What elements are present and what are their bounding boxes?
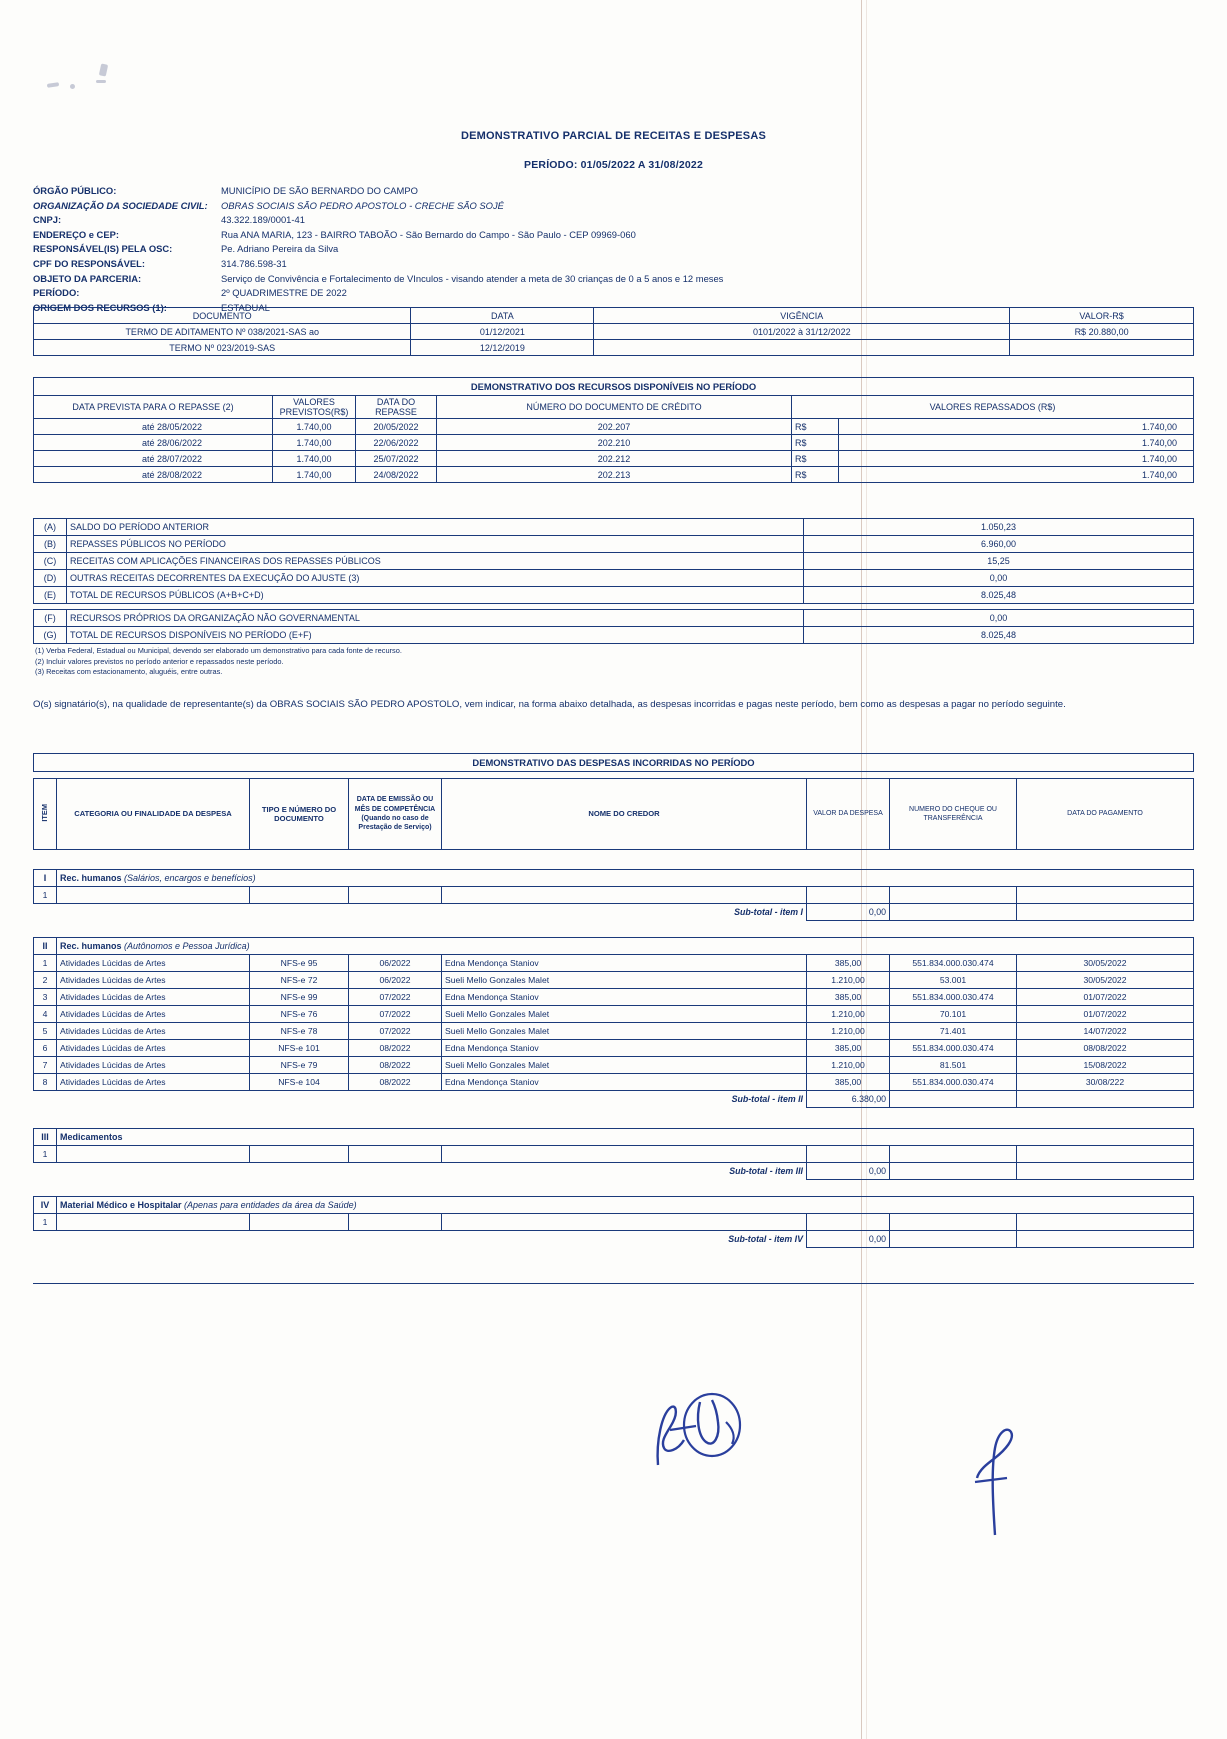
section-name: Medicamentos (57, 1129, 1194, 1146)
saldo-key: (A) (34, 519, 67, 536)
table-row (34, 887, 1194, 904)
identification-value: Rua ANA MARIA, 123 - BAIRRO TABOÃO - São Bernardo do Campo - São Paulo - CEP 09969-060 (221, 228, 636, 240)
identification-value: MUNICÍPIO DE SÃO BERNARDO DO CAMPO (221, 185, 418, 196)
identification-row (33, 242, 833, 257)
identification-value: 2º QUADRIMESTRE DE 2022 (221, 287, 347, 299)
row-competencia: 06/2022 (349, 955, 442, 972)
row-competencia (349, 887, 442, 904)
recursos-header: VALORES PREVISTOS(R$) (273, 396, 356, 419)
despesas-section-table (33, 937, 1194, 1108)
row-competencia: 08/2022 (349, 1040, 442, 1057)
row-index: 8 (34, 1074, 57, 1091)
subtotal-value: 0,00 (807, 904, 890, 921)
saldo-value: 15,25 (804, 553, 1194, 570)
identification-row (33, 213, 833, 228)
row-credor: Sueli Mello Gonzales Malet (442, 972, 807, 989)
saldos-table (33, 518, 1194, 604)
document-title: DEMONSTRATIVO PARCIAL DE RECEITAS E DESPESAS (460, 130, 767, 142)
scan-speck (99, 63, 108, 76)
identification-value: ESTADUAL (221, 301, 270, 313)
document-period: PERÍODO: 01/05/2022 A 31/08/2022 (524, 159, 703, 171)
despesas-header-categoria: CATEGORIA OU FINALIDADE DA DESPESA (57, 779, 250, 850)
row-competencia: 08/2022 (349, 1074, 442, 1091)
row-cheque: 551.834.000.030.474 (890, 1074, 1017, 1091)
recursos-cell: 1.740,00 (273, 467, 356, 483)
recursos-header: NÚMERO DO DOCUMENTO DE CRÉDITO (437, 396, 792, 419)
despesas-header-valor: VALOR DA DESPESA (807, 779, 890, 850)
subtotal-label: Sub-total - item IV (728, 1234, 803, 1245)
saldo-key: (C) (34, 553, 67, 570)
table-row (34, 587, 1194, 604)
despesas-title-bar (33, 753, 1194, 772)
recursos-cell: 20/05/2022 (356, 419, 437, 435)
scan-speck (70, 84, 75, 89)
identification-row (33, 184, 833, 199)
subtotal-value: 0,00 (807, 1163, 890, 1180)
saldo-key: (G) (34, 627, 67, 644)
row-competencia (349, 1214, 442, 1231)
identification-label: CNPJ: (33, 214, 62, 226)
despesas-section-table (33, 1128, 1194, 1180)
table-row (34, 955, 1194, 972)
subtotal-label: Sub-total - item II (731, 1094, 803, 1105)
row-pagamento (1017, 887, 1194, 904)
row-pagamento: 14/07/2022 (1017, 1023, 1194, 1040)
row-categoria (57, 1214, 250, 1231)
row-competencia: 08/2022 (349, 1057, 442, 1074)
recursos-header: DATA DO REPASSE (356, 396, 437, 419)
section-header-row (34, 1197, 1194, 1214)
row-competencia: 07/2022 (349, 1023, 442, 1040)
row-valor: 385,00 (807, 989, 890, 1006)
row-cheque: 70.101 (890, 1006, 1017, 1023)
row-documento (250, 1146, 349, 1163)
row-categoria: Atividades Lúcidas de Artes (57, 1057, 250, 1074)
saldo-label: TOTAL DE RECURSOS PÚBLICOS (A+B+C+D) (67, 587, 804, 604)
despesas-header-item: ITEM (34, 779, 57, 850)
recursos-cell: até 28/08/2022 (34, 467, 273, 483)
row-credor: Edna Mendonça Staniov (442, 989, 807, 1006)
footnote: (2) Incluir valores previstos no período anterior e repassados neste período. (35, 656, 284, 666)
section-name: Rec. humanos (Salários, encargos e benefícios) (57, 870, 1194, 887)
documento-cell (594, 340, 1010, 356)
row-documento: NFS-e 78 (250, 1023, 349, 1040)
row-index: 3 (34, 989, 57, 1006)
saldo-key: (B) (34, 536, 67, 553)
row-valor (807, 887, 890, 904)
saldo-value: 6.960,00 (804, 536, 1194, 553)
recursos-cell: 202.212 (437, 451, 792, 467)
row-documento (250, 887, 349, 904)
row-pagamento: 30/08/222 (1017, 1074, 1194, 1091)
row-cheque: 53.001 (890, 972, 1017, 989)
identification-label: ENDEREÇO e CEP: (33, 228, 119, 240)
saldo-label: TOTAL DE RECURSOS DISPONÍVEIS NO PERÍODO (E+F) (67, 627, 804, 644)
identification-block (33, 184, 833, 315)
row-index: 1 (34, 955, 57, 972)
recursos-currency: R$ (792, 435, 839, 451)
identification-value: 43.322.189/0001-41 (221, 214, 305, 226)
table-row (34, 467, 1194, 483)
row-categoria: Atividades Lúcidas de Artes (57, 1074, 250, 1091)
table-row (34, 324, 1194, 340)
row-cheque: 551.834.000.030.474 (890, 955, 1017, 972)
table-row (34, 435, 1194, 451)
despesas-header-row (33, 778, 1194, 850)
row-index: 6 (34, 1040, 57, 1057)
recursos-cell: 1.740,00 (273, 451, 356, 467)
saldo-label: OUTRAS RECEITAS DECORRENTES DA EXECUÇÃO DO AJUSTE (3) (67, 570, 804, 587)
identification-value: 314.786.598-31 (221, 257, 287, 269)
table-row (34, 570, 1194, 587)
saldo-value: 8.025,48 (804, 627, 1194, 644)
footnotes (35, 646, 402, 678)
row-valor: 385,00 (807, 1074, 890, 1091)
saldo-key: (F) (34, 610, 67, 627)
row-valor (807, 1214, 890, 1231)
row-pagamento: 30/05/2022 (1017, 955, 1194, 972)
row-cheque (890, 887, 1017, 904)
subtotal-label: Sub-total - item I (734, 907, 803, 918)
recursos-header: VALORES REPASSADOS (R$) (792, 396, 1194, 419)
despesas-header-emissao: DATA DE EMISSÃO OU MÊS DE COMPETÊNCIA (Quando no caso de Prestação de Serviço) (349, 779, 442, 850)
table-row (34, 1074, 1194, 1091)
identification-row (33, 199, 833, 214)
documento-cell: R$ 20.880,00 (1010, 324, 1194, 340)
saldo-key: (E) (34, 587, 67, 604)
subtotal-row (34, 1231, 1194, 1248)
identification-label: RESPONSÁVEL(IS) PELA OSC: (33, 243, 173, 255)
despesas-section-table (33, 1196, 1194, 1248)
table-row (34, 627, 1194, 644)
row-categoria: Atividades Lúcidas de Artes (57, 1023, 250, 1040)
row-pagamento: 01/07/2022 (1017, 989, 1194, 1006)
row-index: 7 (34, 1057, 57, 1074)
recursos-cell: 1.740,00 (839, 435, 1194, 451)
despesas-section-2 (33, 937, 1194, 1108)
recursos-cell: 24/08/2022 (356, 467, 437, 483)
row-competencia: 07/2022 (349, 989, 442, 1006)
recursos-cell: até 28/06/2022 (34, 435, 273, 451)
recursos-disponiveis-table (33, 377, 1194, 483)
footnote: (3) Receitas com estacionamento, aluguéis, entre outras. (35, 667, 223, 676)
footnote: (1) Verba Federal, Estadual ou Municipal, devendo ser elaborado um demonstrativo para cada fonte de recurso. (35, 646, 402, 655)
recursos-cell: 1.740,00 (273, 435, 356, 451)
section-numeral: I (34, 870, 57, 887)
section-header-row (34, 870, 1194, 887)
recursos-cell: 1.740,00 (839, 419, 1194, 435)
row-cheque: 71.401 (890, 1023, 1017, 1040)
row-competencia: 07/2022 (349, 1006, 442, 1023)
despesas-section-4 (33, 1196, 1194, 1248)
table-row (34, 1023, 1194, 1040)
table-row (34, 1146, 1194, 1163)
recursos-currency: R$ (792, 467, 839, 483)
recursos-cell: 22/06/2022 (356, 435, 437, 451)
table-row (34, 610, 1194, 627)
identification-value: OBRAS SOCIAIS SÃO PEDRO APOSTOLO - CRECHE SÃO SOJÉ (221, 199, 504, 211)
section-header-row (34, 1129, 1194, 1146)
table-row (34, 1057, 1194, 1074)
row-competencia (349, 1146, 442, 1163)
saldo-label: SALDO DO PERÍODO ANTERIOR (67, 519, 804, 536)
row-pagamento (1017, 1146, 1194, 1163)
row-credor (442, 887, 807, 904)
table-row (34, 340, 1194, 356)
identification-label: ORIGEM DOS RECURSOS (1): (33, 301, 167, 313)
section-numeral: II (34, 938, 57, 955)
saldo-key: (D) (34, 570, 67, 587)
subtotal-value: 0,00 (807, 1231, 890, 1248)
signature-left (640, 1370, 760, 1480)
despesas-title: DEMONSTRATIVO DAS DESPESAS INCORRIDAS NO PERÍODO (34, 754, 1194, 772)
row-credor (442, 1214, 807, 1231)
row-credor: Sueli Mello Gonzales Malet (442, 1057, 807, 1074)
row-pagamento (1017, 1214, 1194, 1231)
recursos-cell: 202.207 (437, 419, 792, 435)
scan-speck (96, 80, 106, 83)
row-credor: Edna Mendonça Staniov (442, 1040, 807, 1057)
identification-label: PERÍODO: (33, 287, 80, 299)
row-index: 1 (34, 887, 57, 904)
identification-label: ÓRGÃO PÚBLICO: (33, 185, 117, 196)
recursos-currency: R$ (792, 419, 839, 435)
signature-right (955, 1420, 1045, 1540)
table-row (34, 1040, 1194, 1057)
row-credor: Sueli Mello Gonzales Malet (442, 1023, 807, 1040)
row-valor: 385,00 (807, 1040, 890, 1057)
documento-cell: TERMO Nº 023/2019-SAS (34, 340, 411, 356)
identification-row (33, 286, 833, 301)
table-row (34, 419, 1194, 435)
row-documento (250, 1214, 349, 1231)
identification-label: OBJETO DA PARCERIA: (33, 272, 142, 284)
row-documento: NFS-e 72 (250, 972, 349, 989)
table-row (34, 553, 1194, 570)
row-pagamento: 08/08/2022 (1017, 1040, 1194, 1057)
row-credor: Sueli Mello Gonzales Malet (442, 1006, 807, 1023)
identification-label: ORGANIZAÇÃO DA SOCIEDADE CIVIL: (33, 199, 208, 211)
row-categoria: Atividades Lúcidas de Artes (57, 1006, 250, 1023)
subtotal-row (34, 904, 1194, 921)
section-name: Rec. humanos (Autônomos e Pessoa Jurídica) (57, 938, 1194, 955)
row-index: 1 (34, 1146, 57, 1163)
row-categoria (57, 1146, 250, 1163)
row-valor: 1.210,00 (807, 1057, 890, 1074)
row-competencia: 06/2022 (349, 972, 442, 989)
signatory-paragraph: O(s) signatário(s), na qualidade de representante(s) da OBRAS SOCIAIS SÃO PEDRO APOSTOLO, vem indicar, na forma abaixo detalhada, as despesas incorridas e pagas neste período, bem como as despesas a pagar no período seguinte. (33, 699, 1066, 710)
row-categoria: Atividades Lúcidas de Artes (57, 972, 250, 989)
row-valor: 1.210,00 (807, 1023, 890, 1040)
row-valor: 385,00 (807, 955, 890, 972)
row-valor (807, 1146, 890, 1163)
recursos-cell: 25/07/2022 (356, 451, 437, 467)
row-pagamento: 01/07/2022 (1017, 1006, 1194, 1023)
row-documento: NFS-e 76 (250, 1006, 349, 1023)
table-row (34, 536, 1194, 553)
saldo-value: 8.025,48 (804, 587, 1194, 604)
saldo-label: REPASSES PÚBLICOS NO PERÍODO (67, 536, 804, 553)
identification-row (33, 228, 833, 243)
saldo-label: RECEITAS COM APLICAÇÕES FINANCEIRAS DOS REPASSES PÚBLICOS (67, 553, 804, 570)
despesas-header-credor: NOME DO CREDOR (442, 779, 807, 850)
row-cheque: 551.834.000.030.474 (890, 989, 1017, 1006)
saldo-value: 0,00 (804, 570, 1194, 587)
section-name: Material Médico e Hospitalar (Apenas para entidades da área da Saúde) (57, 1197, 1194, 1214)
documento-cell: 01/12/2021 (411, 324, 594, 340)
row-valor: 1.210,00 (807, 972, 890, 989)
bottom-rule (33, 1283, 1194, 1284)
recursos-title: DEMONSTRATIVO DOS RECURSOS DISPONÍVEIS NO PERÍODO (34, 378, 1194, 396)
identification-label: CPF DO RESPONSÁVEL: (33, 257, 145, 269)
recursos-currency: R$ (792, 451, 839, 467)
documento-cell: 0101/2022 à 31/12/2022 (594, 324, 1010, 340)
table-row (34, 989, 1194, 1006)
documento-cell: 12/12/2019 (411, 340, 594, 356)
row-cheque: 551.834.000.030.474 (890, 1040, 1017, 1057)
subtotal-row (34, 1091, 1194, 1108)
despesas-header-pagamento: DATA DO PAGAMENTO (1017, 779, 1194, 850)
row-documento: NFS-e 104 (250, 1074, 349, 1091)
despesas-section-table (33, 869, 1194, 921)
recursos-cell: 1.740,00 (839, 451, 1194, 467)
recursos-cell: 1.740,00 (273, 419, 356, 435)
documento-header: DOCUMENTO (34, 308, 411, 324)
saldo-label: RECURSOS PRÓPRIOS DA ORGANIZAÇÃO NÃO GOVERNAMENTAL (67, 610, 804, 627)
table-row (34, 1214, 1194, 1231)
row-categoria: Atividades Lúcidas de Artes (57, 989, 250, 1006)
table-row (34, 972, 1194, 989)
subtotal-row (34, 1163, 1194, 1180)
despesas-section-1 (33, 869, 1194, 921)
despesas-header-tipo: TIPO E NÚMERO DO DOCUMENTO (250, 779, 349, 850)
row-documento: NFS-e 79 (250, 1057, 349, 1074)
row-documento: NFS-e 95 (250, 955, 349, 972)
documento-table (33, 307, 1194, 356)
row-cheque (890, 1214, 1017, 1231)
subtotal-value: 6.380,00 (807, 1091, 890, 1108)
row-documento: NFS-e 101 (250, 1040, 349, 1057)
row-valor: 1.210,00 (807, 1006, 890, 1023)
identification-value: Serviço de Convivência e Fortalecimento de VInculos - visando atender a meta de 30 crianças de 0 a 5 anos e 12 meses (221, 272, 724, 284)
row-credor: Edna Mendonça Staniov (442, 955, 807, 972)
documento-header: DATA (411, 308, 594, 324)
row-index: 5 (34, 1023, 57, 1040)
recursos-cell: 202.213 (437, 467, 792, 483)
row-credor: Edna Mendonça Staniov (442, 1074, 807, 1091)
row-index: 1 (34, 1214, 57, 1231)
saldo-value: 1.050,23 (804, 519, 1194, 536)
documento-header: VALOR-R$ (1010, 308, 1194, 324)
documento-cell (1010, 340, 1194, 356)
section-header-row (34, 938, 1194, 955)
row-index: 2 (34, 972, 57, 989)
subtotal-label: Sub-total - item III (729, 1166, 803, 1177)
saldo-value: 0,00 (804, 610, 1194, 627)
identification-row (33, 257, 833, 272)
table-row (34, 1006, 1194, 1023)
identification-row (33, 272, 833, 287)
recursos-cell: até 28/07/2022 (34, 451, 273, 467)
table-row (34, 519, 1194, 536)
despesas-header-cheque: NUMERO DO CHEQUE OU TRANSFERÊNCIA (890, 779, 1017, 850)
row-pagamento: 15/08/2022 (1017, 1057, 1194, 1074)
row-categoria (57, 887, 250, 904)
row-categoria: Atividades Lúcidas de Artes (57, 1040, 250, 1057)
identification-value: Pe. Adriano Pereira da Silva (221, 243, 339, 255)
documento-cell: TERMO DE ADITAMENTO Nº 038/2021-SAS ao (34, 324, 411, 340)
row-cheque (890, 1146, 1017, 1163)
row-categoria: Atividades Lúcidas de Artes (57, 955, 250, 972)
row-index: 4 (34, 1006, 57, 1023)
despesas-section-3 (33, 1128, 1194, 1180)
recursos-cell: 1.740,00 (839, 467, 1194, 483)
recursos-proprios-table (33, 609, 1194, 644)
row-credor (442, 1146, 807, 1163)
row-cheque: 81.501 (890, 1057, 1017, 1074)
recursos-header: DATA PREVISTA PARA O REPASSE (2) (34, 396, 273, 419)
recursos-cell: 202.210 (437, 435, 792, 451)
section-numeral: III (34, 1129, 57, 1146)
recursos-cell: até 28/05/2022 (34, 419, 273, 435)
row-documento: NFS-e 99 (250, 989, 349, 1006)
documento-header: VIGÊNCIA (594, 308, 1010, 324)
table-row (34, 451, 1194, 467)
row-pagamento: 30/05/2022 (1017, 972, 1194, 989)
section-numeral: IV (34, 1197, 57, 1214)
scan-speck (47, 82, 59, 88)
